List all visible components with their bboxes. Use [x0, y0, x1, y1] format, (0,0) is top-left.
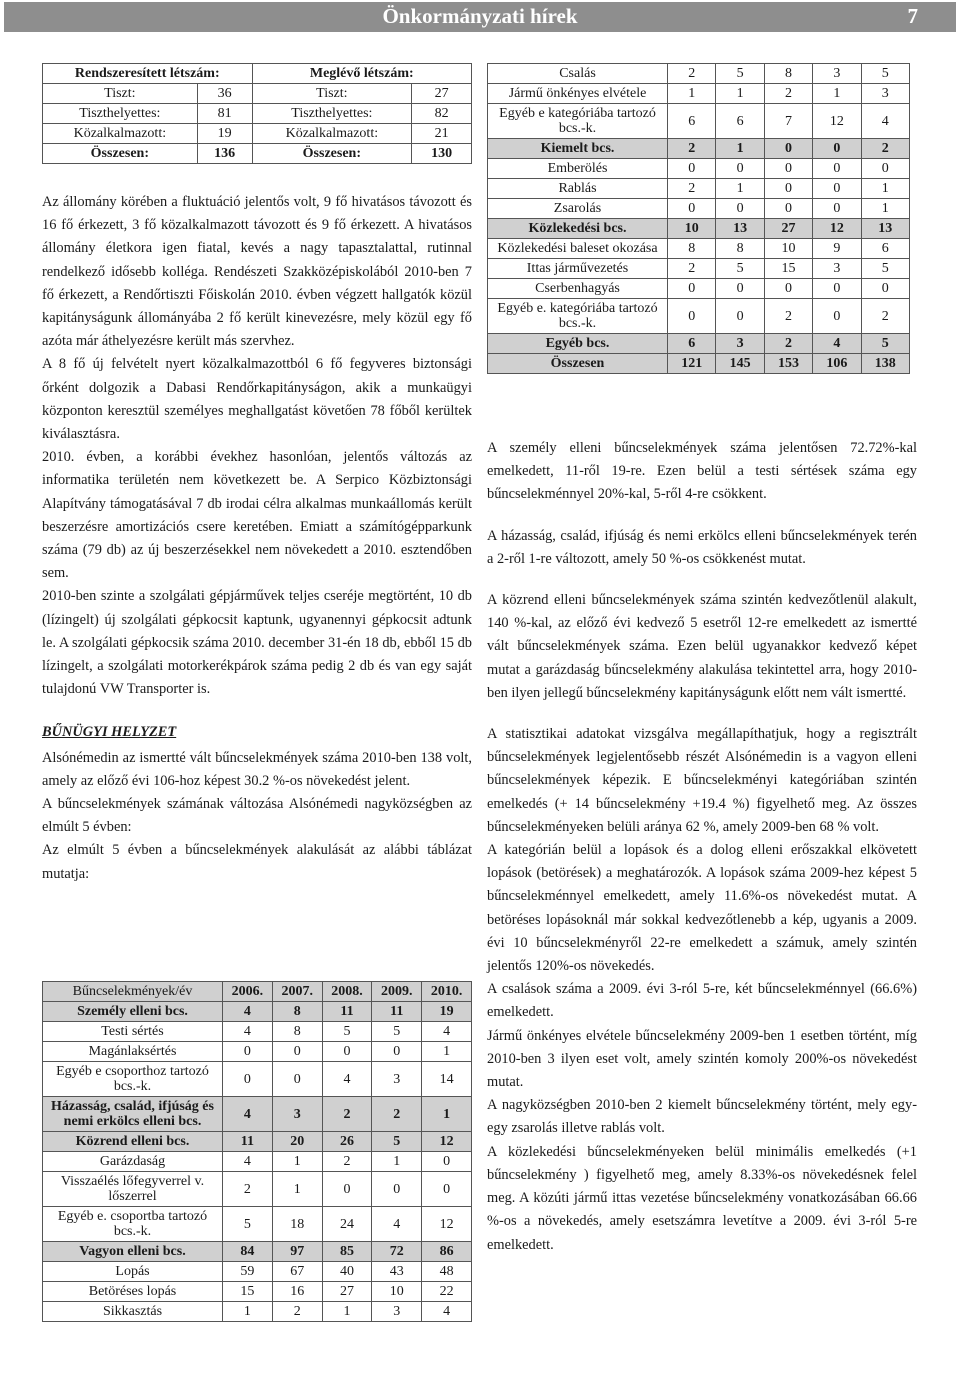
cell: 0	[272, 1042, 322, 1062]
cell: Tiszthelyettes:	[252, 104, 412, 124]
cell: 4	[223, 1097, 273, 1132]
cell: 1	[813, 84, 861, 104]
cell: 0	[813, 159, 861, 179]
header-cell: Rendszeresített létszám:	[43, 64, 253, 84]
cell: 1	[223, 1302, 273, 1322]
cell: 14	[422, 1062, 472, 1097]
cell: 67	[272, 1262, 322, 1282]
paragraph: A kategórián belül a lopások és a dolog elleni erőszakkal elkövetett lopások (betörések) a meghatározók. A lopások száma 2009-hez képest 5 bűncselekménnyel emelkedett, amely 11.6%-os növekedést mutat. A betöréses lopásoknál már sokkal kedvezőtlenebb a kép, ugyanis a 2009. évi 10 bűncselekményről 22-re emelkedett a számuk, amely szintén jelentős 120%-os növekedés.	[487, 842, 917, 975]
cell: 22	[422, 1282, 472, 1302]
cell: 24	[322, 1207, 372, 1242]
cell: 7	[764, 104, 812, 139]
cell: Összesen:	[43, 144, 198, 164]
cell: 6	[668, 334, 716, 354]
cell: 0	[813, 299, 861, 334]
table-row	[488, 159, 910, 179]
cell: 4	[223, 1002, 273, 1022]
cell: 0	[322, 1172, 372, 1207]
cell: 4	[223, 1022, 273, 1042]
row-label: Személy elleni bcs.	[43, 1002, 223, 1022]
cell: 0	[372, 1042, 422, 1062]
cell: 0	[861, 279, 909, 299]
table-row	[43, 1282, 472, 1302]
table-row	[43, 64, 472, 84]
row-label: Csalás	[488, 64, 668, 84]
cell: 3	[813, 64, 861, 84]
table-row	[488, 259, 910, 279]
cell: 1	[322, 1302, 372, 1322]
table-row	[488, 139, 910, 159]
table-row	[488, 239, 910, 259]
cell: 26	[322, 1132, 372, 1152]
cell: 19	[422, 1002, 472, 1022]
paragraph: A statisztikai adatokat vizsgálva megállapíthatjuk, hogy a regisztrált bűncselekmények legjelentősebb részét Alsónémedin is a vagyon elleni bűncselekmények képezik. E bűncselekményi kategóriában szintén emelkedés (+ 14 bűncselekmény +19.4 %) figyelhető meg. Az összes bűncselekményeken belüli aránya 62 %, amely 2009-ben 68 % volt.	[487, 726, 917, 835]
row-label: Összesen	[488, 354, 668, 374]
header-cell: Bűncselekmények/év	[43, 982, 223, 1002]
cell: 2	[322, 1097, 372, 1132]
cell: 20	[272, 1132, 322, 1152]
cell: 0	[272, 1062, 322, 1097]
cell: 12	[422, 1207, 472, 1242]
paragraph: A 8 fő új felvételt nyert közalkalmazottból 6 fő fegyveres biztonsági őrként dolgozik a Dabasi Rendőrkapitányságon, akik a munkaügyi központon keresztül személyes meghallgatást követően 78 főből kerültek kiválasztásra.	[42, 356, 472, 443]
cell: 2	[272, 1302, 322, 1322]
table-row	[488, 299, 910, 334]
table-row-total	[488, 354, 910, 374]
left-column-text	[42, 191, 472, 886]
cell: 3	[813, 259, 861, 279]
cell: 130	[412, 144, 472, 164]
cell: Tiszt:	[252, 84, 412, 104]
table-row	[43, 1207, 472, 1242]
cell: 11	[322, 1002, 372, 1022]
cell: 0	[861, 159, 909, 179]
cell: 18	[272, 1207, 322, 1242]
cell: Tiszt:	[43, 84, 198, 104]
cell: 0	[716, 159, 764, 179]
cell: 2	[861, 139, 909, 159]
cell: Közalkalmazott:	[252, 124, 412, 144]
cell: 4	[422, 1022, 472, 1042]
cell: 0	[764, 199, 812, 219]
table-row	[488, 334, 910, 354]
cell: 136	[197, 144, 252, 164]
cell: 2	[764, 334, 812, 354]
cell: 0	[764, 179, 812, 199]
row-label: Házasság, család, ifjúság és nemi erkölcs elleni bcs.	[43, 1097, 223, 1132]
table-row	[488, 84, 910, 104]
cell: 4	[813, 334, 861, 354]
table-row	[488, 199, 910, 219]
cell: 21	[412, 124, 472, 144]
header-cell: 2007.	[272, 982, 322, 1002]
cell: 5	[223, 1207, 273, 1242]
cell: 0	[813, 179, 861, 199]
cell: 8	[272, 1022, 322, 1042]
cell: 5	[372, 1132, 422, 1152]
paragraph: Alsónémedin az ismertté vált bűncselekmények száma 2010-ben 138 volt, amely az előző évi 106-hoz képest 30.2 %-os növekedést jelent.	[42, 749, 472, 789]
cell: 40	[322, 1262, 372, 1282]
table-row	[43, 1132, 472, 1152]
cell: 8	[668, 239, 716, 259]
cell: 0	[764, 159, 812, 179]
cell: 0	[813, 139, 861, 159]
cell: 27	[764, 219, 812, 239]
cell: 1	[716, 84, 764, 104]
cell: 5	[716, 259, 764, 279]
cell: 0	[813, 279, 861, 299]
paragraph: 2010-ben szinte a szolgálati gépjárművek teljes cseréje megtörtént, 10 db (lízingelt) új szolgálati gépkocsit kaptunk, ugyanennyi gépkocsit adtunk le. A szolgálati gépkocsik száma 2010. december 31-én 18 db, ebből 15 db lízingelt, a szolgálati motorkerékpárok száma pedig 2 db és van egy saját tulajdonú VW Transporter is.	[42, 588, 472, 698]
cell: 86	[422, 1242, 472, 1262]
cell: 0	[668, 299, 716, 334]
cell: 3	[272, 1097, 322, 1132]
page-number: 7	[907, 4, 918, 28]
cell: 2	[372, 1097, 422, 1132]
row-label: Magánlaksértés	[43, 1042, 223, 1062]
cell: 4	[372, 1207, 422, 1242]
header-cell: 2006.	[223, 982, 273, 1002]
paragraph: Az elmúlt 5 évben a bűncselekmények alakulását az alábbi táblázat mutatja:	[42, 842, 472, 882]
table-row	[43, 1022, 472, 1042]
cell: 10	[764, 239, 812, 259]
paragraph: A házasság, család, ifjúság és nemi erkölcs elleni bűncselekmények terén a 2-ről 1-re változott, amely 50 %-os csökkenést mutat.	[487, 527, 917, 567]
cell: 12	[813, 219, 861, 239]
cell: 0	[716, 299, 764, 334]
cell: 81	[197, 104, 252, 124]
cell: 0	[322, 1042, 372, 1062]
cell: 1	[372, 1152, 422, 1172]
paragraph: A bűncselekmények számának változása Alsónémedi nagyközségben az elmúlt 5 évben:	[42, 796, 472, 836]
cell: 0	[372, 1172, 422, 1207]
page-header	[4, 2, 956, 32]
cell: 85	[322, 1242, 372, 1262]
cell: 11	[372, 1002, 422, 1022]
table-row	[488, 179, 910, 199]
table-row	[43, 1042, 472, 1062]
cell: 0	[764, 279, 812, 299]
row-label: Egyéb e. csoportba tartozó bcs.-k.	[43, 1207, 223, 1242]
row-label: Közrend elleni bcs.	[43, 1132, 223, 1152]
cell: 1	[716, 139, 764, 159]
cell: 0	[764, 139, 812, 159]
row-label: Lopás	[43, 1262, 223, 1282]
paragraph: Jármű önkényes elvétele bűncselekmény 2009-ben 1 esetben történt, míg 2010-ben 3 ilyen eset volt, amely szintén komoly 200%-os növekedést mutat.	[487, 1027, 917, 1091]
cell: 36	[197, 84, 252, 104]
cell: 0	[668, 159, 716, 179]
cell: 2	[668, 64, 716, 84]
table-row	[488, 279, 910, 299]
table-row	[488, 219, 910, 239]
cell: 5	[322, 1022, 372, 1042]
cell: Közalkalmazott:	[43, 124, 198, 144]
right-column-text	[487, 437, 917, 1257]
cell: 145	[716, 354, 764, 374]
cell: 8	[716, 239, 764, 259]
paragraph: A nagyközségben 2010-ben 2 kiemelt bűncselekmény történt, mely egy-egy zsarolás illetve rablás volt.	[487, 1097, 917, 1137]
paragraph: A közlekedési bűncselekményeken belül minimális emelkedés (+1 bűncselekmény ) figyelhető meg, amely 8.33%-os növekedésnek felel meg. A közúti jármű ittas vezetése bűncselekmény vonatkozásában 66.66 %-os a növekedés, amely esetszámra levetítve a 2009. évi 3-ról 5-re emelkedett.	[487, 1143, 917, 1253]
table-row	[43, 1302, 472, 1322]
cell: 1	[422, 1097, 472, 1132]
row-label: Ittas járművezetés	[488, 259, 668, 279]
cell: 27	[412, 84, 472, 104]
table-row	[43, 124, 472, 144]
table-row	[488, 104, 910, 139]
row-label: Egyéb e. kategóriába tartozó bcs.-k.	[488, 299, 668, 334]
cell: 1	[668, 84, 716, 104]
cell: 1	[861, 199, 909, 219]
table-row	[43, 84, 472, 104]
cell: 10	[372, 1282, 422, 1302]
section-heading: BŰNÜGYI HELYZET	[42, 724, 177, 741]
row-label: Jármű önkényes elvétele	[488, 84, 668, 104]
row-label: Cserbenhagyás	[488, 279, 668, 299]
row-label: Egyéb e kategóriába tartozó bcs.-k.	[488, 104, 668, 139]
table-row	[43, 104, 472, 124]
table-row	[43, 1262, 472, 1282]
cell: 4	[861, 104, 909, 139]
cell: 72	[372, 1242, 422, 1262]
cell: 13	[861, 219, 909, 239]
cell: 1	[272, 1172, 322, 1207]
table-row	[43, 1242, 472, 1262]
cell: 5	[861, 334, 909, 354]
cell: 6	[716, 104, 764, 139]
cell: 3	[372, 1062, 422, 1097]
paragraph: A személy elleni bűncselekmények száma jelentősen 72.72%-kal emelkedett, 11-ről 19-re. Ezen belül a testi sértések száma egy bűncselekménnyel 20%-kal, 5-ről 4-re csökkent.	[487, 440, 917, 503]
cell: 59	[223, 1262, 273, 1282]
cell: 16	[272, 1282, 322, 1302]
cell: 4	[322, 1062, 372, 1097]
cell: 15	[764, 259, 812, 279]
header-cell: 2010.	[422, 982, 472, 1002]
row-label: Sikkasztás	[43, 1302, 223, 1322]
table-row	[43, 1097, 472, 1132]
cell: 1	[422, 1042, 472, 1062]
cell: 2	[861, 299, 909, 334]
section-title: Önkormányzati hírek	[382, 4, 578, 28]
cell: 5	[861, 64, 909, 84]
row-label: Zsarolás	[488, 199, 668, 219]
cell: 9	[813, 239, 861, 259]
cell: 2	[322, 1152, 372, 1172]
cell: 0	[813, 199, 861, 219]
row-label: Rablás	[488, 179, 668, 199]
cell: 15	[223, 1282, 273, 1302]
cell: 2	[764, 84, 812, 104]
table-row	[43, 1062, 472, 1097]
cell: 3	[716, 334, 764, 354]
cell: 0	[716, 199, 764, 219]
paragraph: A csalások száma a 2009. évi 3-ról 5-re, két bűncselekménnyel (66.6%) emelkedett.	[487, 981, 917, 1021]
cell: 2	[668, 259, 716, 279]
cell: 5	[716, 64, 764, 84]
table-row	[43, 1002, 472, 1022]
row-label: Testi sértés	[43, 1022, 223, 1042]
cell: 4	[422, 1302, 472, 1322]
crime-table-1	[42, 981, 472, 1322]
cell: 11	[223, 1132, 273, 1152]
cell: 82	[412, 104, 472, 124]
table-header-row	[43, 982, 472, 1002]
table-row	[43, 1152, 472, 1172]
cell: 153	[764, 354, 812, 374]
table-row	[43, 1172, 472, 1207]
cell: 4	[223, 1152, 273, 1172]
cell: 0	[422, 1152, 472, 1172]
cell: 3	[861, 84, 909, 104]
header-cell: 2009.	[372, 982, 422, 1002]
row-label: Kiemelt bcs.	[488, 139, 668, 159]
row-label: Betöréses lopás	[43, 1282, 223, 1302]
cell: 27	[322, 1282, 372, 1302]
cell: 5	[372, 1022, 422, 1042]
cell: 8	[272, 1002, 322, 1022]
cell: 0	[223, 1062, 273, 1097]
cell: 84	[223, 1242, 273, 1262]
cell: 12	[813, 104, 861, 139]
cell: 0	[716, 279, 764, 299]
cell: 12	[422, 1132, 472, 1152]
table-row-total	[43, 144, 472, 164]
cell: 0	[223, 1042, 273, 1062]
cell: 2	[223, 1172, 273, 1207]
header-cell: 2008.	[322, 982, 372, 1002]
cell: 97	[272, 1242, 322, 1262]
row-label: Emberölés	[488, 159, 668, 179]
table-row	[488, 64, 910, 84]
cell: 3	[372, 1302, 422, 1322]
row-label: Egyéb e csoporthoz tartozó bcs.-k.	[43, 1062, 223, 1097]
crime-table-2	[487, 63, 910, 374]
cell: 1	[861, 179, 909, 199]
cell: 43	[372, 1262, 422, 1282]
row-label: Közlekedési bcs.	[488, 219, 668, 239]
cell: 121	[668, 354, 716, 374]
cell: 6	[861, 239, 909, 259]
cell: 2	[668, 139, 716, 159]
cell: 6	[668, 104, 716, 139]
row-label: Közlekedési baleset okozása	[488, 239, 668, 259]
row-label: Vagyon elleni bcs.	[43, 1242, 223, 1262]
cell: 48	[422, 1262, 472, 1282]
header-cell: Meglévő létszám:	[252, 64, 471, 84]
row-label: Visszaélés lőfegyverrel v. lőszerrel	[43, 1172, 223, 1207]
cell: 2	[764, 299, 812, 334]
cell: 2	[668, 179, 716, 199]
cell: 10	[668, 219, 716, 239]
paragraph: A közrend elleni bűncselekmények száma szintén kedvezőtlenül alakult, 140 %-kal, az előző évi kedvező 5 esetről 12-re emelkedett az ismertté vált bűncselekmények száma. Ezen belül ugyanakkor kedvező képet mutat a garázdaság bűncselekmény alakulása tekintettel arra, hogy 2010-ben ilyen jellegű bűncselekmény kapitányságunk előtt nem vált ismertté.	[487, 592, 917, 701]
cell: 1	[716, 179, 764, 199]
cell: 5	[861, 259, 909, 279]
cell: Összesen:	[252, 144, 412, 164]
row-label: Garázdaság	[43, 1152, 223, 1172]
cell: 19	[197, 124, 252, 144]
paragraph: 2010. évben, a korábbi évekhez hasonlóan, jelentős változás az informatika területén nem következett be. A Serpico Közbiztonsági Alapítvány támogatásával 7 db irodai célra alkalmas munkaállomás került beszerzésre amortizációs csere keretében. Emiatt a számítógépparkunk száma (79 db) az új beszerzésekkel nem növekedett a 2010. esztendőben sem.	[42, 449, 472, 582]
staff-table	[42, 63, 472, 164]
cell: 0	[668, 199, 716, 219]
cell: 0	[422, 1172, 472, 1207]
cell: 13	[716, 219, 764, 239]
cell: 0	[668, 279, 716, 299]
cell: 138	[861, 354, 909, 374]
paragraph: Az állomány körében a fluktuáció jelentős volt, 9 fő hivatásos távozott és 16 fő érkezett, 3 fő közalkalmazott távozott és 9 fő érkezett. A hivatásos állomány életkora igen fiatal, kevés a nagy tapasztalattal, rutinnal rendelkező idősebb kolléga. Rendészeti Szakközépiskolából 2010-ben 7 fő érkezett, a Rendőrtiszti Főiskolán 2010. évben végzett hallgatók közül kapitányságunk állományába 2 fő került kinevezésre, mely közül egy fő azóta már áthelyezésre került más szervhez.	[42, 194, 472, 350]
cell: 1	[272, 1152, 322, 1172]
row-label: Egyéb bcs.	[488, 334, 668, 354]
cell: 8	[764, 64, 812, 84]
cell: 106	[813, 354, 861, 374]
cell: Tiszthelyettes:	[43, 104, 198, 124]
